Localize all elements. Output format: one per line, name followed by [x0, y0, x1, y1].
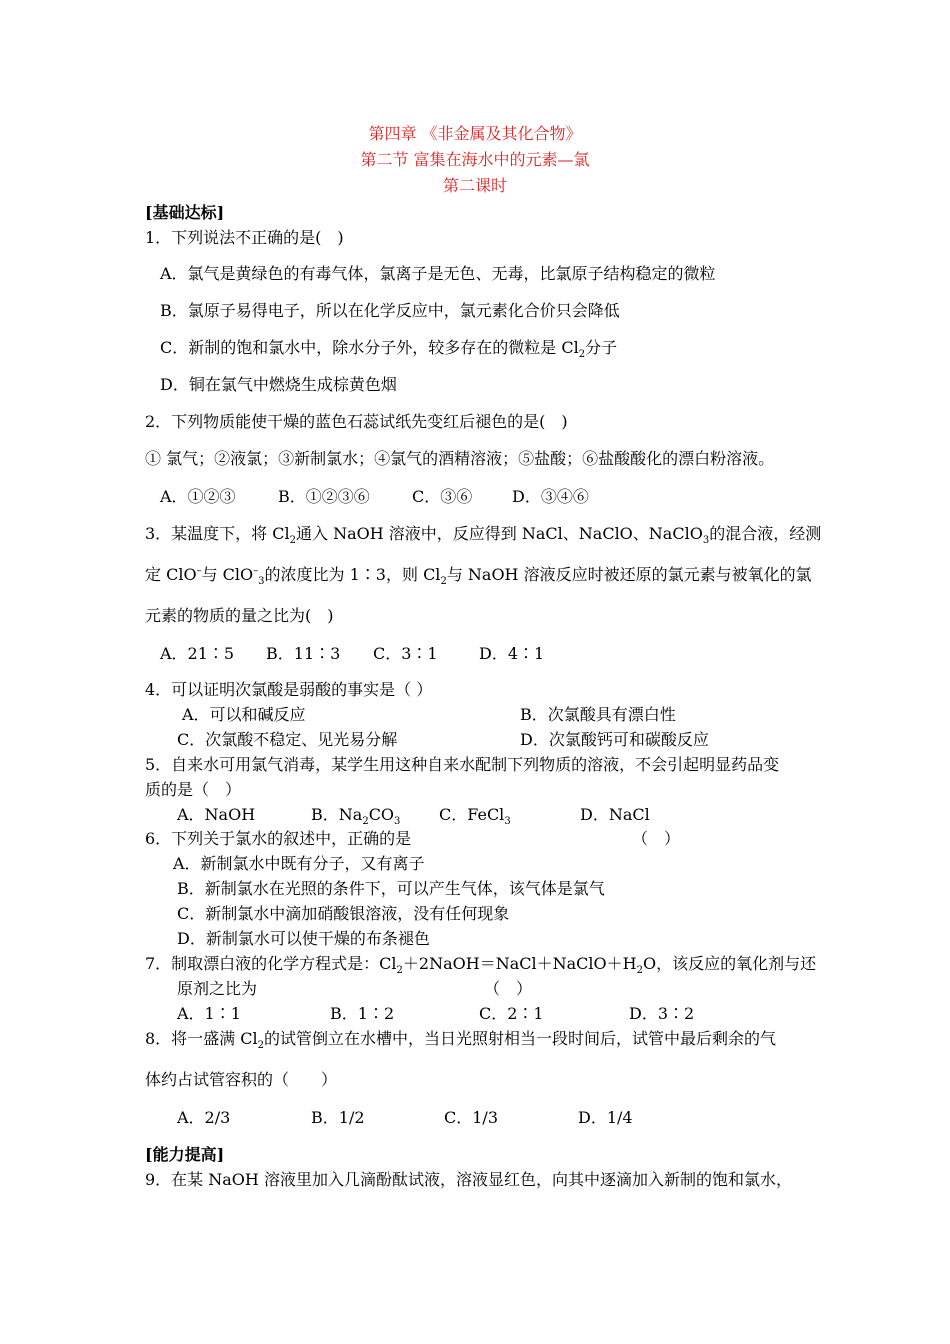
question-7-option-d: D．3∶2	[629, 1004, 695, 1023]
question-7-answer-blank: （ ）	[484, 979, 533, 998]
question-5-option-a: A．NaOH	[177, 805, 256, 824]
question-4-option-d: D．次氯酸钙可和碳酸反应	[520, 730, 709, 749]
question-5-option-b: B．$Na_2CO_3$	[311, 805, 401, 828]
question-4-option-a: A．可以和碱反应	[182, 705, 306, 724]
question-3-line-3: 元素的物质的量之比为( )	[145, 606, 334, 625]
question-6-option-a: A．新制氯水中既有分子，又有离子	[173, 854, 425, 873]
section-heading-advanced: [能力提高]	[145, 1145, 225, 1164]
question-5-option-c: C．FeCl$_3$	[439, 805, 511, 828]
question-2-items: ① 氯气；②液氯；③新制氯水；④氯气的酒精溶液；⑤盐酸；⑥盐酸酸化的漂白粉溶液。	[145, 449, 775, 468]
question-7-option-a: A．1∶1	[177, 1004, 241, 1023]
question-6-option-c: C．新制氯水中滴加硝酸银溶液，没有任何现象	[177, 904, 510, 923]
question-3-option-d: D．4∶1	[479, 644, 545, 663]
question-2-option-c: C．③⑥	[412, 487, 473, 506]
question-6-option-d: D．新制氯水可以使干燥的布条褪色	[177, 929, 430, 948]
question-3-option-c: C．3∶1	[373, 644, 438, 663]
question-1-stem: 1．下列说法不正确的是( )	[145, 228, 344, 247]
question-5-line-1: 5．自来水可用氯气消毒，某学生用这种自来水配制下列物质的溶液，不会引起明显药品变	[145, 755, 780, 774]
question-2-option-d: D．③④⑥	[512, 487, 589, 506]
question-6-answer-blank: （ ）	[632, 829, 681, 848]
question-2-stem: 2．下列物质能使干燥的蓝色石蕊试纸先变红后褪色的是( )	[145, 412, 568, 431]
question-7-line-1: 7．制取漂白液的化学方程式是：$Cl_2+2NaOH=NaCl+NaClO+H_2O$，该反应的氧化剂与还	[145, 954, 817, 977]
section-title: 第二节 富集在海水中的元素—氯	[360, 150, 590, 169]
question-3-line-1: 3．某温度下，将 $Cl_2$通入 NaOH 溶液中，反应得到 NaCl、NaClO、NaClO$_3$的混合液，经测	[145, 524, 822, 547]
question-1-option-c: C．新制的饱和氯水中，除水分子外，较多存在的微粒是 $Cl_2$分子	[160, 338, 618, 361]
question-8-option-c: C．1/3	[444, 1108, 498, 1127]
question-1-option-b: B．氯原子易得电子，所以在化学反应中，氯元素化合价只会降低	[160, 301, 620, 320]
question-7-option-b: B．1∶2	[330, 1004, 395, 1023]
question-8-option-b: B．1/2	[311, 1108, 365, 1127]
section-heading-basic: [基础达标]	[145, 203, 225, 222]
question-4-stem: 4．可以证明次氯酸是弱酸的事实是（ ）	[145, 680, 433, 699]
question-3-option-b: B．11∶3	[266, 644, 341, 663]
question-8-line-2: 体约占试管容积的（ ）	[145, 1070, 338, 1089]
question-7-line-2: 原剂之比为	[177, 979, 258, 998]
question-1-option-d: D．铜在氯气中燃烧生成棕黄色烟	[160, 375, 397, 394]
question-5-option-d: D．NaCl	[580, 805, 650, 824]
question-4-option-b: B．次氯酸具有漂白性	[520, 705, 676, 724]
question-6-option-b: B．新制氯水在光照的条件下，可以产生气体，该气体是氯气	[177, 879, 605, 898]
chapter-title: 第四章 《非金属及其化合物》	[368, 124, 582, 143]
question-9-line-1: 9．在某 NaOH 溶液里加入几滴酚酞试液，溶液显红色，向其中逐滴加入新制的饱和氯水，	[145, 1170, 792, 1189]
lesson-title: 第二课时	[442, 176, 507, 195]
question-2-option-a: A．①②③	[160, 487, 236, 506]
question-8-option-d: D．1/4	[578, 1108, 633, 1127]
question-5-line-2: 质的是（ ）	[145, 780, 242, 799]
question-1-option-a: A．氯气是黄绿色的有毒气体，氯离子是无色、无毒，比氯原子结构稳定的微粒	[160, 264, 716, 283]
question-4-option-c: C．次氯酸不稳定、见光易分解	[177, 730, 398, 749]
question-3-option-a: A．21∶5	[160, 644, 235, 663]
question-8-option-a: A．2/3	[177, 1108, 231, 1127]
question-7-option-c: C．2∶1	[479, 1004, 544, 1023]
question-2-option-b: B．①②③⑥	[278, 487, 370, 506]
question-8-line-1: 8．将一盛满 $Cl_2$的试管倒立在水槽中，当日光照射相当一段时间后，试管中最后剩余的气	[145, 1029, 777, 1052]
question-6-stem: 6．下列关于氯水的叙述中，正确的是	[145, 829, 412, 848]
question-3-line-2: 定 ClO–与 ClO–$_3$的浓度比为 1∶3，则 $Cl_2$与 NaOH 溶液反应时被还原的氯元素与被氧化的氯	[145, 565, 812, 588]
